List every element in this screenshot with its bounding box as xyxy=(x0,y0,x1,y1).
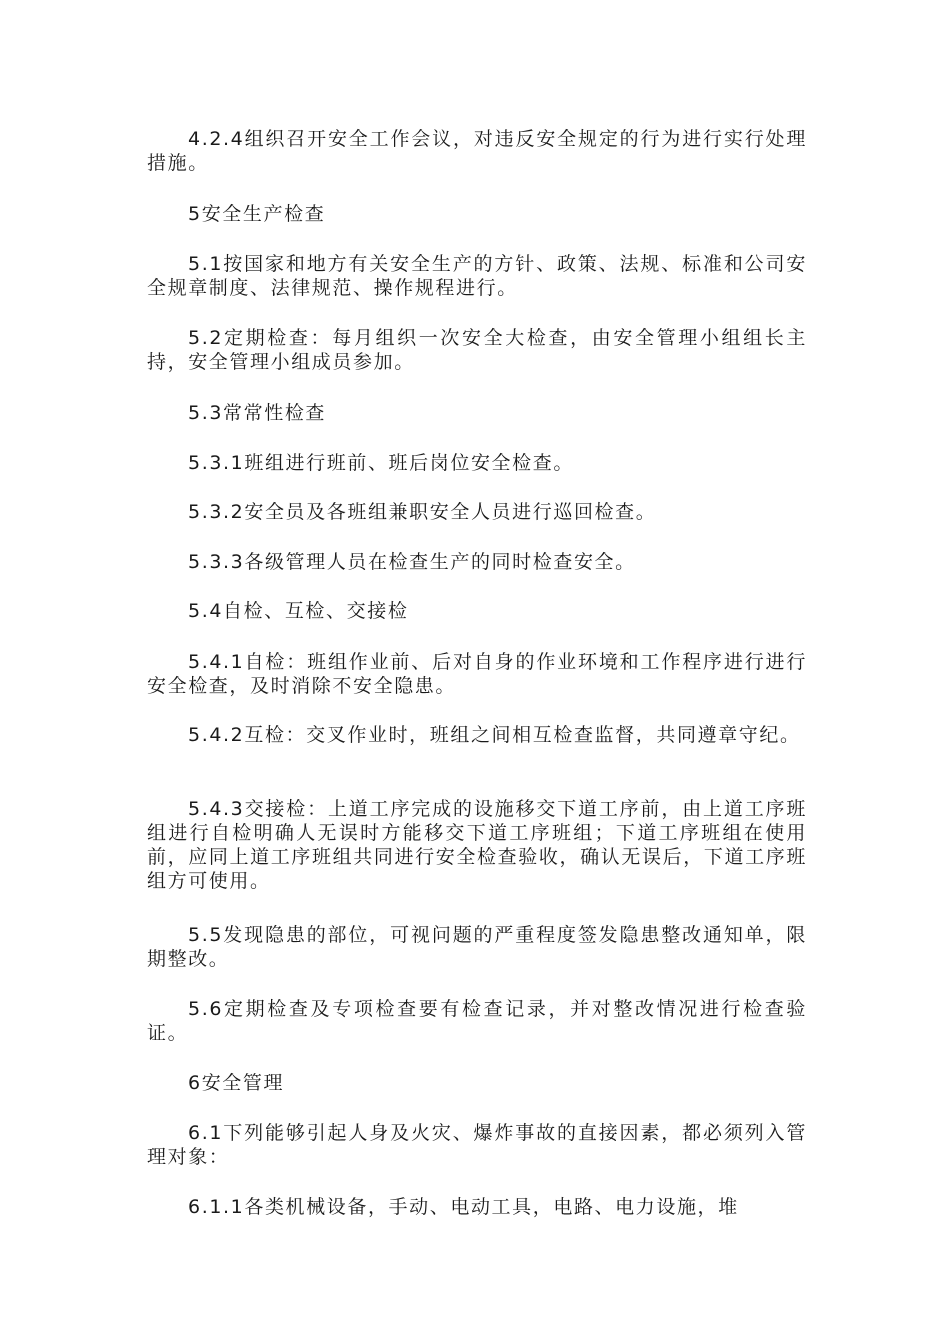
paragraph-5-4-1: 5.4.1自检：班组作业前、后对自身的作业环境和工作程序进行进行安全检查，及时消除不安全隐患。 xyxy=(147,651,807,697)
paragraph-5-4-3: 5.4.3交接检：上道工序完成的设施移交下道工序前，由上道工序班组进行自检明确人无误时方能移交下道工序班组；下道工序班组在使用前，应同上道工序班组共同进行安全检查验收，确认无误后，下道工序班组方可使用。 xyxy=(147,798,807,892)
paragraph-4-2-4: 4.2.4组织召开安全工作会议，对违反安全规定的行为进行实行处理措施。 xyxy=(147,128,807,174)
paragraph-6-1-1: 6.1.1各类机械设备，手动、电动工具，电路、电力设施，堆 xyxy=(188,1196,739,1218)
heading-5-3: 5.3常常性检查 xyxy=(188,402,327,424)
paragraph-5-3-2: 5.3.2安全员及各班组兼职安全人员进行巡回检查。 xyxy=(188,501,657,523)
paragraph-5-5: 5.5发现隐患的部位，可视问题的严重程度签发隐患整改通知单，限期整改。 xyxy=(147,924,807,970)
paragraph-5-2: 5.2定期检查：每月组织一次安全大检查，由安全管理小组组长主持，安全管理小组成员参加。 xyxy=(147,327,807,373)
paragraph-5-6: 5.6定期检查及专项检查要有检查记录，并对整改情况进行检查验证。 xyxy=(147,998,807,1044)
paragraph-5-3-1: 5.3.1班组进行班前、班后岗位安全检查。 xyxy=(188,452,574,474)
paragraph-5-1: 5.1按国家和地方有关安全生产的方针、政策、法规、标准和公司安全规章制度、法律规范、操作规程进行。 xyxy=(147,253,807,299)
heading-section-6: 6安全管理 xyxy=(188,1072,285,1094)
paragraph-5-4-2: 5.4.2互检：交叉作业时，班组之间相互检查监督，共同遵章守纪。 xyxy=(188,724,801,746)
paragraph-6-1: 6.1下列能够引起人身及火灾、爆炸事故的直接因素，都必须列入管理对象： xyxy=(147,1122,807,1168)
heading-5-4: 5.4自检、互检、交接检 xyxy=(188,600,409,622)
heading-section-5: 5安全生产检查 xyxy=(188,203,326,225)
paragraph-5-3-3: 5.3.3各级管理人员在检查生产的同时检查安全。 xyxy=(188,551,636,573)
